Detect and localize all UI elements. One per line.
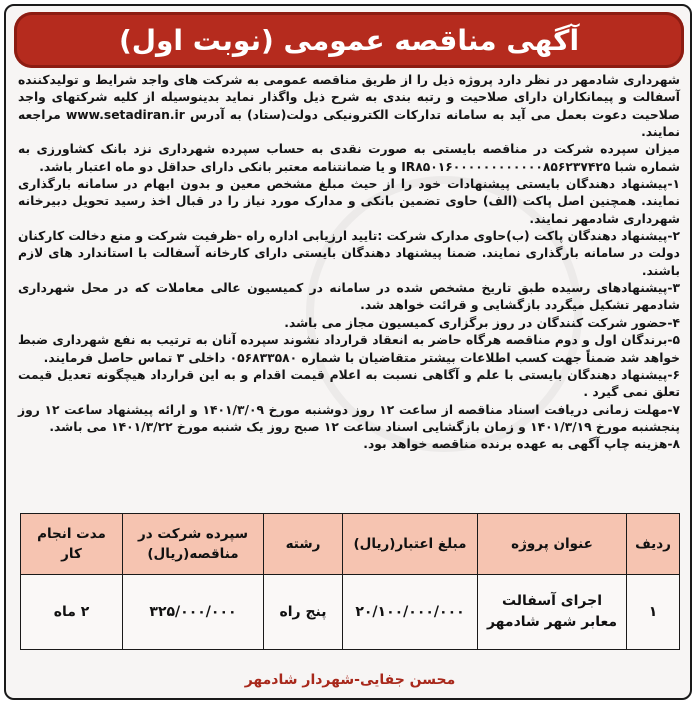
condition-item-6: ۶-پیشنهاد دهندگان بایستی با علم و آگاهی نسبت به اعلام قیمت اقدام و به این قرارداد هیچگونه تعدیل قیمت تعلق نمی گیرد . [18, 367, 680, 400]
advertisement-frame [4, 4, 692, 700]
header-field: رشته [264, 514, 343, 575]
cell-credit-amount: ۲۰/۱۰۰/۰۰۰/۰۰۰ [343, 575, 478, 650]
condition-item-7: ۷-مهلت زمانی دریافت اسناد مناقصه از ساعت ۱۲ روز دوشنبه مورخ ۱۴۰۱/۳/۰۹ و ارائه پیشنهاد ساعت ۱۲ روز پنجشنبه مورخ ۱۴۰۱/۳/۱۹ و زمان بازگشایی اسناد ساعت ۱۲ صبح روز یک شنبه مورخ ۱۴۰۱/۳/۲۲ می باشد. [18, 402, 680, 434]
deposit-paragraph: میزان سپرده شرکت در مناقصه بایستی به صورت نقدی به حساب سپرده شهرداری نزد بانک کشاورزی به شماره شبا IR۸۵۰۱۶۰۰۰۰۰۰۰۰۰۰۰۰۸۵۶۲۳۷۴۲۵ و یا ضمانتنامه معتبر بانکی دارای حداقل دو ماه اعتبار باشد. [18, 142, 680, 174]
condition-item-4: ۴-حضور شرکت کنندگان در روز برگزاری کمیسیون مجاز می باشد. [284, 315, 680, 330]
condition-item-3: ۳-پیشنهادهای رسیده طبق تاریخ مشخص شده در سامانه در کمیسیون عالی معاملات که در محل شهرداری شادمهر تشکیل میگردد بازگشایی و قرائت خواهد شد. [18, 281, 680, 313]
signature: محسن جفایی-شهردار شادمهر [244, 672, 456, 688]
cell-project-title: اجرای آسفالت معابر شهر شادمهر [478, 575, 627, 650]
condition-item-2: ۲-پیشنهاد دهندگان پاکت (ب)حاوی مدارک شرکت :تایید ارزیابی اداره راه -ظرفیت شرکت و منع دخالت کارکنان دولت در سامانه بارگذاری نمایند. ضمنا پیشنهاد دهندگان بایستی دارای کارخانه آسفالت با استاندارد های لازم باشند. [18, 229, 680, 278]
condition-item-8: ۸-هزینه چاپ آگهی به عهده برنده مناقصه خواهد بود. [363, 437, 680, 452]
header-credit-amount: مبلغ اعتبار(ریال) [343, 514, 478, 575]
intro-paragraph: شهرداری شادمهر در نظر دارد پروژه ذیل را از طریق مناقصه عمومی به شرکت های واجد شرایط و تولیدکننده آسفالت و پیمانکاران دارای صلاحیت و رتبه بندی به شرح ذیل واگذار نماید بدینوسیله از کلیه شرکتهای واجد صلاحیت دعوت بعمل می آید به سامانه تدارکات الکترونیکی دولت(ستاد) به آدرس www.setadiran.ir مراجعه نمایند. [18, 73, 680, 140]
page-title: آگهی مناقصه عمومی (نوبت اول) [118, 23, 580, 57]
announcement-body [18, 72, 680, 454]
table-header-row [21, 514, 680, 575]
cell-field: پنج راه [264, 575, 343, 650]
condition-item-1: ۱-پیشنهاد دهندگان بایستی پیشنهادات خود را از حیث مبلغ مشخص معین و بدون ابهام در سامانه بارگذاری نمایند. همچنین اصل پاکت (الف) حاوی تضمین بانکی و مدارک مورد نیاز را در قبال اخذ رسید تحویل دبیرخانه شهرداری شادمهر نمایند. [18, 177, 680, 226]
header-deposit: سپرده شرکت در مناقصه(ریال) [123, 514, 264, 575]
header-project-title: عنوان پروژه [478, 514, 627, 575]
table-row [21, 575, 680, 650]
title-banner [14, 12, 684, 68]
header-duration: مدت انجام کار [21, 514, 123, 575]
header-row-number: ردیف [627, 514, 680, 575]
cell-duration: ۲ ماه [21, 575, 123, 650]
cell-row-number: ۱ [627, 575, 680, 650]
project-table [20, 513, 680, 650]
cell-deposit: ۳۲۵/۰۰۰/۰۰۰ [123, 575, 264, 650]
condition-item-5: ۵-برندگان اول و دوم مناقصه هرگاه حاضر به انعقاد قرارداد نشوند سپرده آنان به ترتیب به نفع شهرداری ضبط خواهد شد ضمناً جهت کسب اطلاعات بیشتر متقاضیان با شماره ۰۵۶۸۳۳۵۸۰ داخلی ۳ تماس حاصل فرمایند. [18, 333, 680, 365]
